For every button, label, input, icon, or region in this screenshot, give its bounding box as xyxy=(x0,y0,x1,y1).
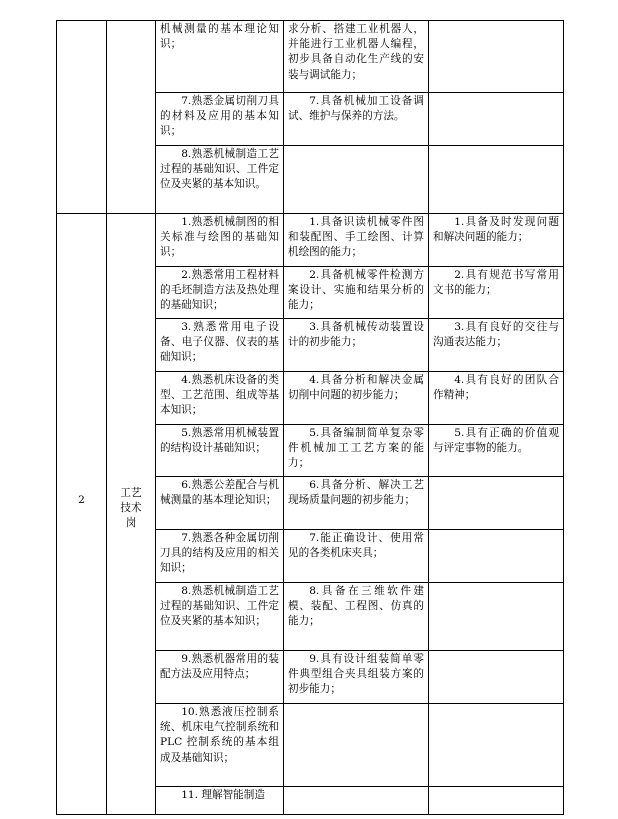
grid-line-horizontal xyxy=(155,145,564,146)
quality-cell: 4.具有良好的团队合作精神； xyxy=(433,374,559,402)
grid-line-horizontal xyxy=(56,213,564,214)
grid-line-horizontal xyxy=(155,476,564,477)
knowledge-cell: 11. 理解智能制造 xyxy=(181,789,265,801)
table-border-bottom xyxy=(56,814,564,815)
knowledge-cell: 10.熟悉液压控制系统、机床电气控制系统和 PLC 控制系统的基本组成及基础知识； xyxy=(160,706,279,764)
grid-line-vertical xyxy=(56,20,57,815)
grid-line-horizontal xyxy=(155,786,564,787)
skill-cell xyxy=(284,705,428,786)
grid-line-horizontal xyxy=(155,92,564,93)
knowledge-cell: 3.熟悉常用电子设备、电子仪器、仪表的基础知识； xyxy=(160,321,279,364)
grid-line-horizontal xyxy=(155,529,564,530)
grid-line-horizontal xyxy=(155,703,564,704)
row-index: 2 xyxy=(78,494,85,506)
quality-cell xyxy=(429,652,563,703)
quality-cell xyxy=(429,147,563,213)
skill-cell: 5.具备编制简单复杂零件机械加工工艺方案的能力； xyxy=(288,427,424,470)
knowledge-cell: 9.熟悉机器常用的装配方法及应用特点； xyxy=(160,653,279,681)
skill-cell: 9.具有设计组装简单零件典型组合夹具组装方案的初步能力； xyxy=(288,653,424,696)
grid-line-vertical xyxy=(106,20,107,815)
grid-line-vertical xyxy=(563,20,564,815)
knowledge-cell: 5.熟悉常用机械装置的结构设计基础知识； xyxy=(160,427,279,455)
grid-line-horizontal xyxy=(155,266,564,267)
knowledge-cell: 2.熟悉常用工程材料的毛坯制造方法及热处理的基础知识； xyxy=(160,269,279,312)
skill-cell: 8.具备在三维软件建模、装配、工程图、仿真的能力； xyxy=(288,585,424,628)
skill-cell: 求分析、搭建工业机器人，并能进行工业机器人编程，初步具备自动化生产线的安装与调试能力； xyxy=(288,23,424,81)
grid-line-horizontal xyxy=(155,582,564,583)
grid-line-horizontal xyxy=(155,371,564,372)
quality-cell xyxy=(429,531,563,582)
skill-cell: 1.具备识读机械零件图和装配图、手工绘图、计算机绘图的能力； xyxy=(288,216,424,259)
knowledge-cell: 4.熟悉机床设备的类型、工艺范围、组成等基本知识； xyxy=(160,374,279,417)
requirements-table xyxy=(56,20,564,815)
quality-cell xyxy=(429,478,563,529)
knowledge-cell: 机械测量的基本理论知识； xyxy=(160,23,279,51)
quality-cell xyxy=(429,584,563,650)
skill-cell: 4.具备分析和解决金属切削中问题的初步能力； xyxy=(288,374,424,402)
quality-cell xyxy=(429,788,563,814)
quality-cell: 1.具备及时发现问题和解决问题的能力； xyxy=(433,216,559,244)
quality-cell: 3.具有良好的交往与沟通表达能力； xyxy=(433,321,559,349)
skill-cell: 3.具备机械传动装置设计的初步能力； xyxy=(288,321,424,349)
quality-cell: 5.具有正确的价值观与评定事物的能力。 xyxy=(433,427,559,455)
quality-cell xyxy=(429,94,563,145)
table-border-top xyxy=(56,20,564,21)
knowledge-cell: 7.熟悉金属切削刀具的材料及应用的基本知识； xyxy=(160,95,279,138)
skill-cell: 2.具备机械零件检测方案设计、实施和结果分析的能力； xyxy=(288,269,424,312)
skill-cell: 7.具备机械加工设备调试、维护与保养的方法。 xyxy=(288,95,424,123)
skill-cell xyxy=(284,147,428,213)
skill-cell xyxy=(284,788,428,814)
grid-line-horizontal xyxy=(155,424,564,425)
grid-line-horizontal xyxy=(155,650,564,651)
knowledge-cell: 8.熟悉机械制造工艺过程的基础知识、工件定位及夹紧的基本知识。 xyxy=(160,148,279,191)
skill-cell: 6.具备分析、解决工艺现场质量问题的初步能力； xyxy=(288,479,424,507)
knowledge-cell: 1.熟悉机械制图的相关标准与绘图的基础知识； xyxy=(160,216,279,259)
position-name: 工艺技术岗 xyxy=(120,487,142,530)
knowledge-cell: 7.熟悉各种金属切削刀具的结构及应用的相关知识； xyxy=(160,532,279,575)
quality-cell xyxy=(429,705,563,786)
quality-cell: 2.具有规范书写常用文书的能力； xyxy=(433,269,559,297)
skill-cell: 7.能正确设计、使用常见的各类机床夹具； xyxy=(288,532,424,560)
grid-line-horizontal xyxy=(155,318,564,319)
knowledge-cell: 6.熟悉公差配合与机械测量的基本理论知识； xyxy=(160,479,279,507)
quality-cell xyxy=(429,22,563,92)
knowledge-cell: 8.熟悉机械制造工艺过程的基础知识、工件定位及夹紧的基本知识； xyxy=(160,585,279,628)
